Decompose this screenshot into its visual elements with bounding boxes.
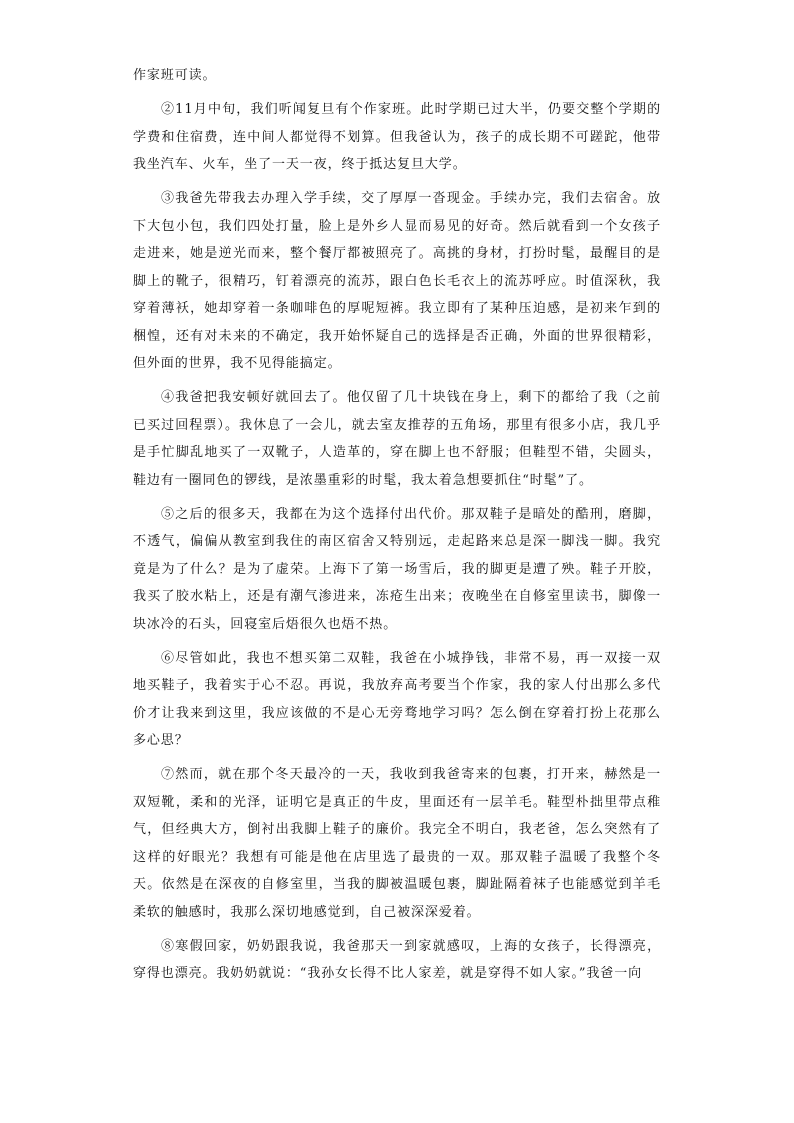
paragraph-5: ⑤之后的很多天，我都在为这个选择付出代价。那双鞋子是暗处的酷刑，磨脚，不透气，偏偏从教室到我住的南区宿舍又特别远，走起路来总是深一脚浅一脚。我究竟是为了什么？是为了虚荣。上海下了第一场雪后，我的脚更是遭了殃。鞋子开胶，我买了胶水粘上，还是有潮气渗进来，冻疮生出来；夜晚坐在自修室里读书，脚像一块冰冷的石头，回寝室后焐很久也焐不热。 [133,506,661,632]
paragraph-1-continuation: 作家班可读。 [133,68,217,83]
paragraph-6: ⑥尽管如此，我也不想买第二双鞋，我爸在小城挣钱，非常不易，再一双接一双地买鞋子，我着实于心不忍。再说，我放弃高考要当个作家，我的家人付出那么多代价才让我来到这里，我应该做的不是心无旁骛地学习吗？怎么倒在穿着打扮上花那么多心思？ [133,650,661,748]
paragraph-4: ④我爸把我安顿好就回去了。他仅留了几十块钱在身上，剩下的都给了我（之前已买过回程票）。我休息了一会儿，就去室友推荐的五角场，那里有很多小店，我几乎是手忙脚乱地买了一双靴子，人造革的，穿在脚上也不舒服；但鞋型不错，尖圆头，鞋边有一圈同色的锣线，是浓墨重彩的时髦，我太着急想要抓住“时髦”了。 [133,390,661,488]
paragraph-8: ⑧寒假回家，奶奶跟我说，我爸那天一到家就感叹，上海的女孩子，长得漂亮，穿得也漂亮。我奶奶就说：“我孙女长得不比人家差，就是穿得不如人家。”我爸一向 [133,938,661,981]
paragraph-2: ②11月中旬，我们听闻复旦有个作家班。此时学期已过大半，仍要交整个学期的学费和住宿费，连中间人都觉得不划算。但我爸认为，孩子的成长期不可蹉跎，他带我坐汽车、火车，坐了一天一夜，终于抵达复旦大学。 [133,102,661,172]
paragraph-3: ③我爸先带我去办理入学手续，交了厚厚一沓现金。手续办完，我们去宿舍。放下大包小包，我们四处打量，脸上是外乡人显而易见的好奇。然后就看到一个女孩子走进来，她是逆光而来，整个餐厅都被照亮了。高挑的身材，打扮时髦，最醒目的是脚上的靴子，很精巧，钉着漂亮的流苏，跟白色长毛衣上的流苏呼应。时值深秋，我穿着薄袄，她却穿着一条咖啡色的厚呢短裤。我立即有了某种压迫感，是初来乍到的梱惶，还有对未来的不确定，我开始怀疑自己的选择是否正确，外面的世界很精彩，但外面的世界，我不见得能搞定。 [133,191,661,371]
paragraph-7: ⑦然而，就在那个冬天最冷的一天，我收到我爸寄来的包裹，打开来，赫然是一双短靴，柔和的光泽，证明它是真正的牛皮，里面还有一层羊毛。鞋型朴拙里带点稚气，但经典大方，倒衬出我脚上鞋子的廉价。我完全不明白，我老爸，怎么突然有了这样的好眼光？我想有可能是他在店里选了最贵的一双。那双鞋子温暖了我整个冬天。依然是在深夜的自修室里，当我的脚被温暖包裹，脚趾隔着袜子也能感觉到羊毛柔软的触感时，我那么深切地感觉到，自己被深深爱着。 [133,767,661,920]
article-body [133,62,661,988]
